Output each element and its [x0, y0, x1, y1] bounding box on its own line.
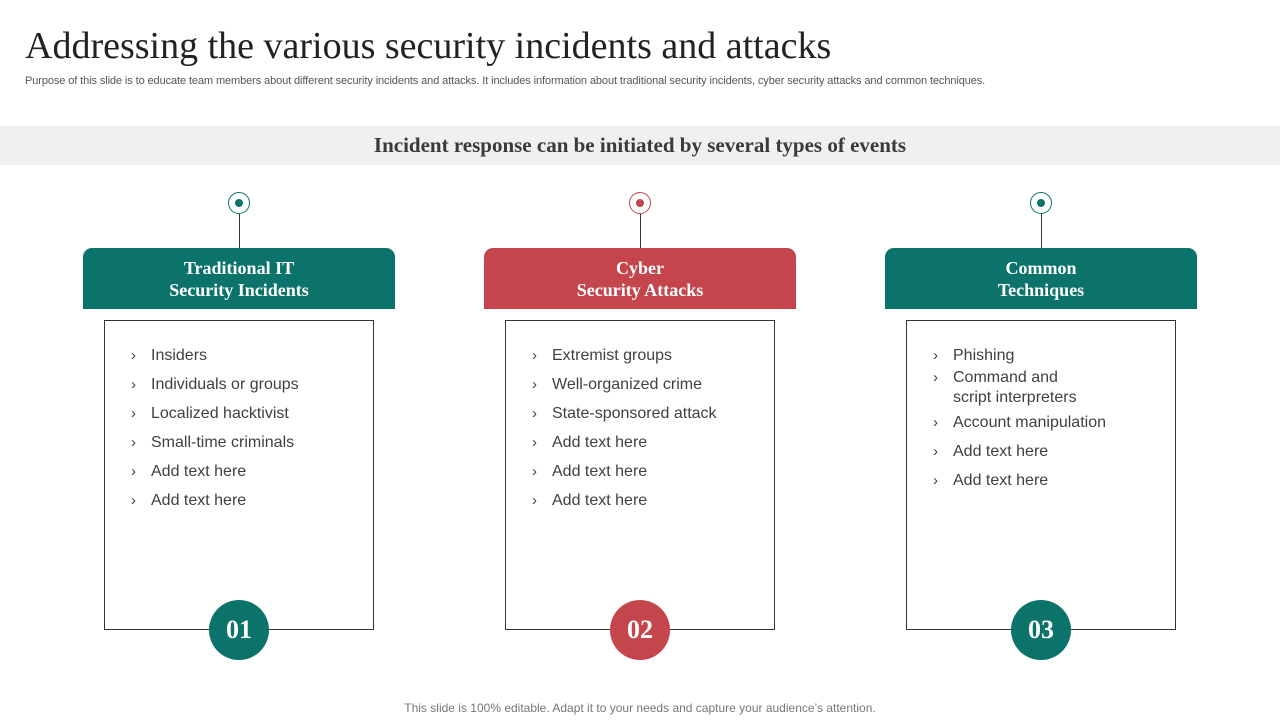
column-cyber-security	[484, 0, 796, 720]
column-body	[505, 320, 775, 630]
chevron-right-icon: ›	[532, 492, 537, 509]
step-number-badge: 03	[1011, 600, 1071, 660]
target-pin-icon	[1030, 192, 1052, 214]
list-item-text: Add text here	[552, 492, 648, 509]
column-header	[484, 248, 796, 309]
list-item-text: Add text here	[552, 434, 648, 451]
list-item	[933, 442, 1163, 462]
connector-line	[640, 214, 641, 248]
list-item	[933, 346, 1163, 366]
column-header-text: Traditional IT Security Incidents	[169, 257, 309, 300]
target-pin-icon	[629, 192, 651, 214]
list-item-text: Add text here	[552, 463, 648, 480]
slide-title: Addressing the various security incidents and attacks	[25, 25, 832, 67]
column-header	[83, 248, 395, 309]
column-common-techniques	[885, 0, 1197, 720]
list-item-text: Add text here	[151, 463, 247, 480]
chevron-right-icon: ›	[131, 463, 136, 480]
chevron-right-icon: ›	[933, 443, 938, 460]
list-item	[532, 404, 762, 424]
connector-line	[239, 214, 240, 248]
pin-dot	[636, 199, 644, 207]
list-item-text: Account manipulation	[953, 414, 1106, 431]
list-item-text: Extremist groups	[552, 347, 673, 364]
list-item-text: Well-organized crime	[552, 376, 702, 393]
banner-text: Incident response can be initiated by several types of events	[373, 133, 907, 157]
list-item-text: Localized hacktivist	[151, 405, 289, 422]
list-item-text: Insiders	[151, 347, 208, 364]
list-item-text: Add text here	[953, 443, 1049, 460]
list-item-text: State-sponsored attack	[552, 405, 717, 422]
connector-line	[1041, 214, 1042, 248]
slide-subtitle: Purpose of this slide is to educate team members about different security incidents and attacks. It includes information about traditional security incidents, cyber security attacks and common techniques.	[25, 75, 986, 87]
column-header-text: Cyber Security Attacks	[576, 257, 704, 300]
list-item	[532, 346, 762, 366]
chevron-right-icon: ›	[131, 376, 136, 393]
chevron-right-icon: ›	[933, 472, 938, 489]
list-item	[933, 413, 1163, 433]
target-pin-icon	[228, 192, 250, 214]
pin-dot	[235, 199, 243, 207]
item-list	[532, 346, 762, 520]
column-body	[104, 320, 374, 630]
column-traditional-it	[83, 0, 395, 720]
list-item	[131, 375, 361, 395]
item-list	[131, 346, 361, 520]
list-item	[532, 491, 762, 511]
list-item	[131, 404, 361, 424]
chevron-right-icon: ›	[131, 434, 136, 451]
list-item	[933, 368, 1163, 408]
column-header-text: Common Techniques	[997, 257, 1085, 300]
list-item	[933, 471, 1163, 491]
chevron-right-icon: ›	[933, 414, 938, 431]
chevron-right-icon: ›	[532, 463, 537, 480]
list-item	[131, 491, 361, 511]
list-item-text: Add text here	[953, 472, 1049, 489]
chevron-right-icon: ›	[532, 405, 537, 422]
chevron-right-icon: ›	[532, 347, 537, 364]
chevron-right-icon: ›	[532, 376, 537, 393]
pin-dot	[1037, 199, 1045, 207]
list-item-text: Small-time criminals	[151, 434, 295, 451]
list-item-text: Add text here	[151, 492, 247, 509]
column-header	[885, 248, 1197, 309]
list-item	[532, 462, 762, 482]
list-item-text: Phishing	[953, 347, 1015, 364]
step-number-badge: 02	[610, 600, 670, 660]
chevron-right-icon: ›	[131, 347, 136, 364]
list-item	[532, 433, 762, 453]
list-item	[131, 346, 361, 366]
chevron-right-icon: ›	[532, 434, 537, 451]
list-item-text: Individuals or groups	[151, 376, 299, 393]
list-item	[131, 433, 361, 453]
chevron-right-icon: ›	[933, 369, 938, 386]
list-item	[532, 375, 762, 395]
item-list	[933, 346, 1163, 500]
chevron-right-icon: ›	[131, 405, 136, 422]
column-body	[906, 320, 1176, 630]
chevron-right-icon: ›	[933, 347, 938, 364]
list-item-text: Command and script interpreters	[953, 369, 1077, 406]
step-number-badge: 01	[209, 600, 269, 660]
list-item	[131, 462, 361, 482]
chevron-right-icon: ›	[131, 492, 136, 509]
slide-footer: This slide is 100% editable. Adapt it to your needs and capture your audience’s attention.	[404, 701, 876, 715]
